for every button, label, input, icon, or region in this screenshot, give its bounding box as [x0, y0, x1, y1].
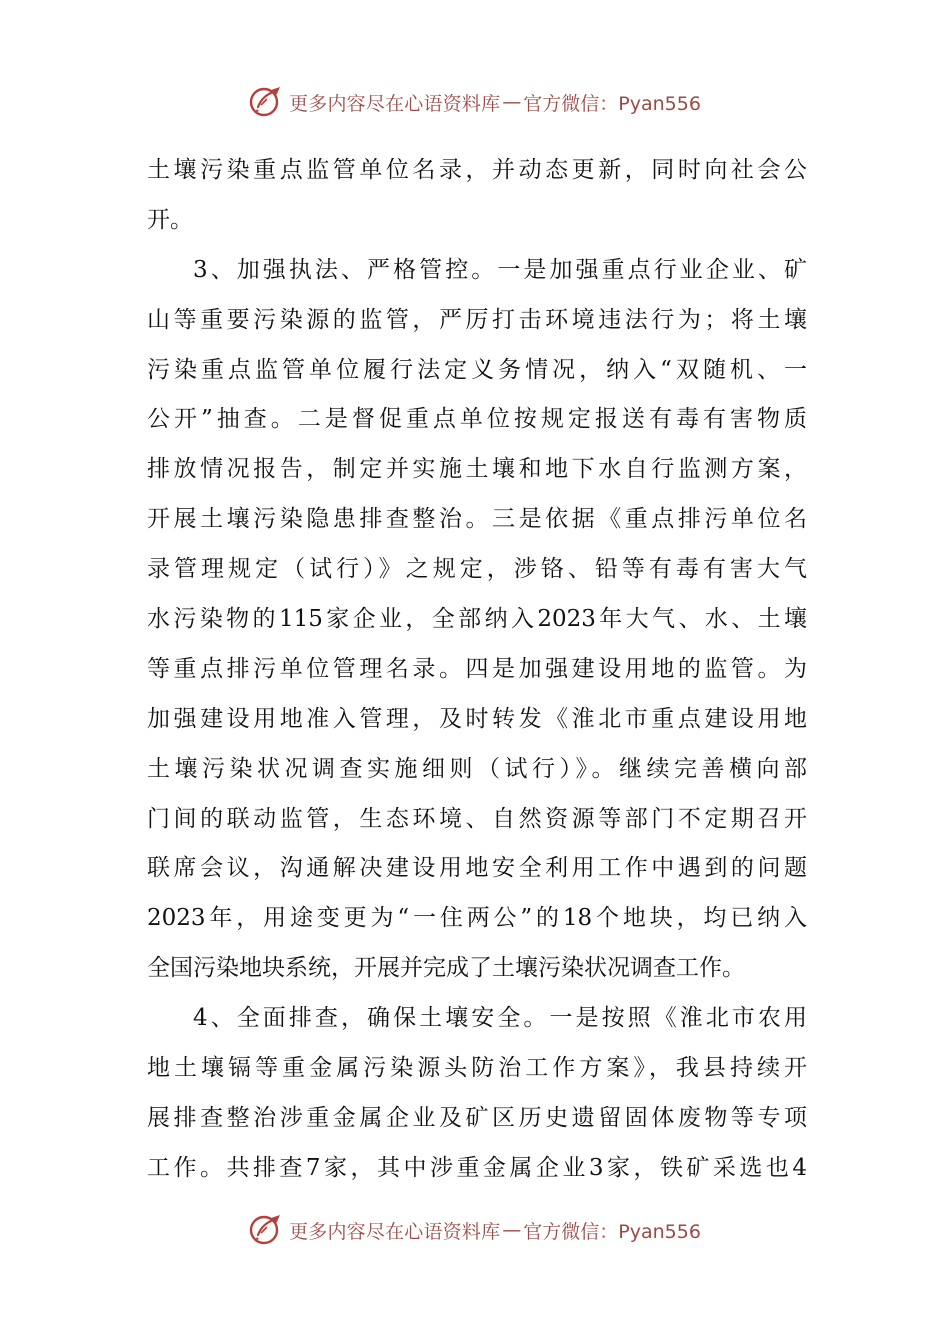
body-line: 地土壤镉等重金属污染源头防治工作方案》，我县持续开: [147, 1055, 807, 1082]
body-line: 工作。共排查7家，其中涉重金属企业3家，铁矿采选也4: [147, 1154, 807, 1181]
pen-logo-icon: [249, 1213, 283, 1247]
body-line: 等重点排污单位管理名录。四是加强建设用地的监管。为: [147, 655, 807, 682]
body-line: 土壤污染重点监管单位名录，并动态更新，同时向社会公: [147, 157, 807, 183]
document-body: [147, 146, 807, 1194]
body-line: 土壤污染状况调查实施细则（试行）》。继续完善横向部: [147, 755, 807, 782]
footer-watermark-banner: [0, 1210, 950, 1250]
body-line: 4、全面排查，确保土壤安全。一是按照《淮北市农用: [193, 1005, 807, 1032]
banner-wechat-text: 官方微信：Pyan556: [523, 92, 701, 115]
body-line: 联席会议，沟通解决建设用地安全利用工作中遇到的问题: [147, 855, 807, 882]
body-line: 2023年，用途变更为“一住两公”的18个地块，均已纳入: [147, 905, 807, 932]
header-watermark-banner: [0, 82, 950, 122]
body-line: 开展土壤污染隐患排查整治。三是依据《重点排污单位名: [147, 506, 807, 533]
body-line: 污染重点监管单位履行法定义务情况，纳入“双随机、一: [147, 356, 807, 383]
pen-logo-icon: [249, 85, 283, 119]
body-line: 排放情况报告，制定并实施土壤和地下水自行监测方案，: [147, 456, 807, 483]
body-line: 开。: [147, 206, 193, 233]
body-line: 展排查整治涉重金属企业及矿区历史遗留固体废物等专项: [147, 1104, 807, 1131]
banner-dash: —: [502, 91, 522, 113]
banner-site-text: 更多内容尽在心语资料库: [289, 92, 501, 115]
banner-site-text: 更多内容尽在心语资料库: [289, 1220, 501, 1243]
body-line: 公开”抽查。二是督促重点单位按规定报送有毒有害物质: [147, 406, 807, 433]
body-line: 全国污染地块系统，开展并完成了土壤污染状况调查工作。: [147, 955, 745, 982]
body-line: 加强建设用地准入管理，及时转发《淮北市重点建设用地: [147, 705, 807, 732]
body-line: 录管理规定（试行）》之规定，涉铬、铅等有毒有害大气: [147, 556, 807, 583]
body-line: 门间的联动监管，生态环境、自然资源等部门不定期召开: [147, 805, 807, 832]
body-line: 山等重要污染源的监管，严厉打击环境违法行为；将土壤: [147, 306, 807, 333]
body-line: 水污染物的115家企业，全部纳入2023年大气、水、土壤: [147, 606, 807, 633]
body-line: 3、加强执法、严格管控。一是加强重点行业企业、矿: [193, 256, 807, 283]
banner-dash: —: [502, 1219, 522, 1241]
banner-wechat-text: 官方微信：Pyan556: [523, 1220, 701, 1243]
